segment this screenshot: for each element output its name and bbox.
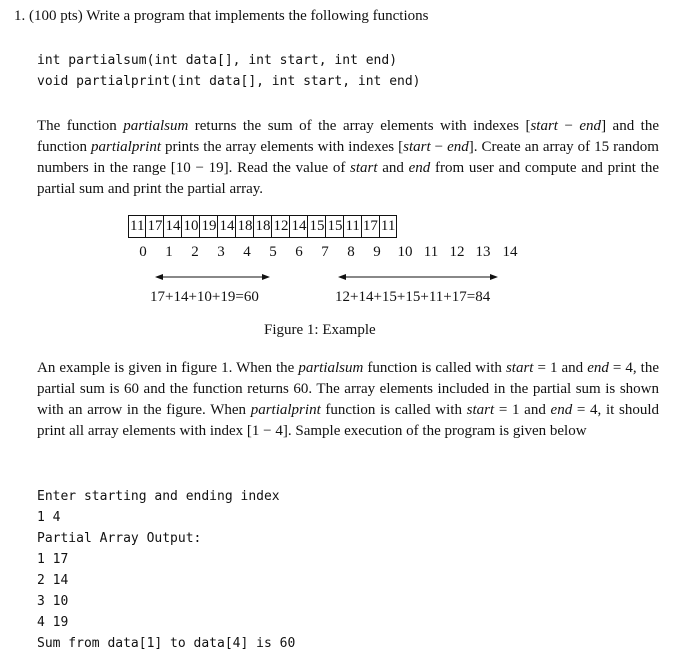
array-cell: 14 (164, 216, 182, 238)
sample-output-line: Enter starting and ending index (37, 489, 280, 504)
array-index: 9 (373, 244, 381, 260)
sample-output-line: 1 4 (37, 510, 61, 525)
array-cell: 15 (308, 216, 326, 238)
array-cell: 11 (379, 216, 396, 238)
array-index: 2 (191, 244, 199, 260)
array-cell: 18 (236, 216, 254, 238)
array-cell: 14 (218, 216, 236, 238)
array-index: 4 (243, 244, 251, 260)
example-paragraph: An example is given in figure 1. When the partialsum function is called with start = 1 and end = 4, the partial sum is 60 and the function returns 60. The array elements included in the partial sum is shown with an arrow in the figure. When partialprint function is called with start = 1 and end = 4, it should print all array elements with index [1 − 4]. Sample execution of the program is given below (37, 360, 659, 439)
array-index: 12 (449, 244, 465, 260)
array-cell: 19 (200, 216, 218, 238)
array-cell: 11 (129, 216, 146, 238)
sample-output-line: Sum from data[1] to data[4] is 60 (37, 636, 296, 651)
array-cell: 17 (146, 216, 164, 238)
left-sum-label: 17+14+10+19=60 (150, 289, 259, 305)
array-cell: 14 (290, 216, 308, 238)
array-index: 14 (502, 244, 518, 260)
signature-partialprint: void partialprint(int data[], int start, int end) (37, 74, 421, 89)
array-index: 10 (397, 244, 413, 260)
right-range-arrow-icon (338, 272, 498, 282)
array-cell: 10 (182, 216, 200, 238)
sample-output-line: 2 14 (37, 573, 69, 588)
question-header: 1. (100 pts) Write a program that implements the following functions (14, 8, 429, 24)
array-cell: 11 (344, 216, 361, 238)
array-index: 11 (423, 244, 439, 260)
array-figure-table (128, 215, 397, 238)
figure-caption: Figure 1: Example (264, 322, 376, 338)
array-index: 13 (475, 244, 491, 260)
array-cell: 18 (254, 216, 272, 238)
left-range-arrow-icon (155, 272, 270, 282)
array-index: 5 (269, 244, 277, 260)
array-cell: 15 (326, 216, 344, 238)
array-index: 8 (347, 244, 355, 260)
sample-output-line: Partial Array Output: (37, 531, 202, 546)
array-cell: 12 (272, 216, 290, 238)
sample-output-line: 4 19 (37, 615, 69, 630)
array-index: 0 (139, 244, 147, 260)
array-index: 1 (165, 244, 173, 260)
array-values-row (129, 216, 397, 238)
right-sum-label: 12+14+15+15+11+17=84 (335, 289, 491, 305)
array-index: 3 (217, 244, 225, 260)
description-paragraph: The function partialsum returns the sum of the array elements with indexes [start − end] and the function partialprint prints the array elements with indexes [start − end]. Create an array of 15 random numbers in the range [10 − 19]. Read the value of start and end from user and compute and print the partial sum and print the partial array. (37, 118, 659, 197)
sample-output-line: 3 10 (37, 594, 69, 609)
sample-output-line: 1 17 (37, 552, 69, 567)
array-cell: 17 (361, 216, 379, 238)
array-index: 6 (295, 244, 303, 260)
array-index: 7 (321, 244, 329, 260)
signature-partialsum: int partialsum(int data[], int start, int end) (37, 53, 398, 68)
